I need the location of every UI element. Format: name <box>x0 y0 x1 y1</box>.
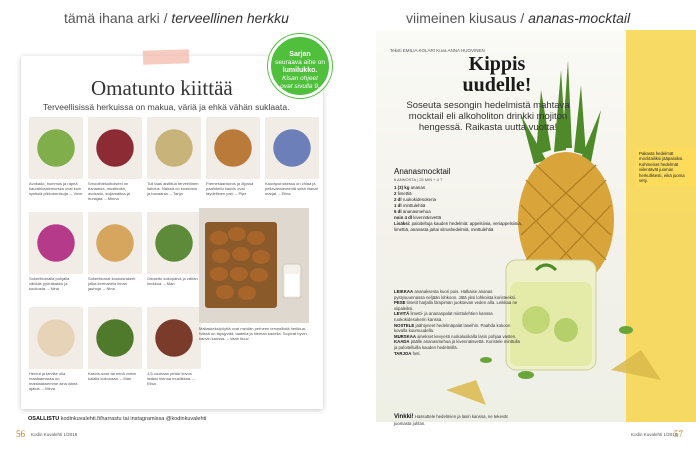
tile-caption: Odotettu kokopäivä ja vähän herkkua. – Mari <box>147 276 198 286</box>
ingredient-name: limettiä <box>397 191 412 196</box>
tile-caption: Parmesaaniseos ja öljyssä paahdettu kasvis ovat täydellinen pari. – Pipe <box>206 181 254 196</box>
step-text: limetit harjalla lämpimän juoksevan veden alla. Leikkaa ne viipaleiksi. <box>394 300 518 311</box>
tile-photo <box>88 212 142 274</box>
photo-tile <box>147 307 201 386</box>
method-step <box>394 311 522 322</box>
ingredient-name: ruokokidesokeria <box>402 197 437 202</box>
ingredient-name: kivennäisvettä <box>413 215 442 220</box>
method-step <box>394 323 522 334</box>
tile-photo <box>206 117 260 179</box>
right-page <box>348 0 696 450</box>
photo-tile <box>88 117 142 201</box>
tile-photo <box>147 117 201 179</box>
freeze-tip-box: Pakasta hedelmät mocktailiksi jääpaloiksi. Kohmeiset hedelmät viilentävät juoman herkullisesti, eikä juoma vety. <box>636 148 696 186</box>
card-title: Omatunto kiittää <box>91 76 233 100</box>
photo-tile <box>29 307 83 391</box>
method-step <box>394 289 522 300</box>
tile-caption: 1,5-vuotiaan pinkki leivos lisäksi hienoa mustikkaa. – Elisa <box>147 371 195 386</box>
ingredient-amount: 2 dl <box>394 197 402 202</box>
ingredient-amount: noin 4 dl <box>394 215 413 220</box>
ingredient-amount: 1 (3) kg <box>394 185 410 190</box>
section-heading-right <box>406 10 630 26</box>
step-verb: NOSTELE <box>394 322 415 328</box>
tile-photo <box>29 307 83 369</box>
section-heading-left <box>64 10 289 26</box>
tile-photo <box>147 212 201 274</box>
tile-photo <box>88 117 142 179</box>
method-step <box>394 351 522 357</box>
tip-paragraph <box>394 414 522 426</box>
page-number-left: 56 <box>16 429 25 439</box>
step-text: limetti- ja ananaspalat minttulehtien kanssa ruokokidesokerin kanssa. <box>394 311 493 322</box>
headline: Kippis uudelle! <box>462 53 532 96</box>
byline: Teksti EMILIA KOLARI Kuva ANNA HUOVINEN <box>390 48 485 53</box>
step-text: jäähtyneet hedelmäpalat laseihin. Paahda kokoon kovalla kuumuudella. <box>394 322 511 334</box>
ingredient-amount: 1 dl <box>394 203 402 208</box>
step-text: ananaksesta kuori pois. Halkaise ananas pystysuunnassa neljään lohkoon. Jätä yksi lohkoista koristeeksi. <box>394 289 517 300</box>
ingredient-name: minttulehtiä <box>402 203 426 208</box>
page-number-right: 57 <box>674 429 683 439</box>
badge-line-2: seuraava aihe on <box>275 59 325 66</box>
magazine-name-right: Kodin Kuvalehti 1/2018 <box>631 432 678 437</box>
section-kicker-right: viimeinen kiusaus / <box>406 10 525 26</box>
tile-photo <box>265 117 319 179</box>
magazine-name-left: Kodin Kuvalehti 1/2018 <box>31 432 78 437</box>
tile-photo <box>88 307 142 369</box>
section-title-right: ananas-mocktail <box>528 10 631 26</box>
section-title-left: terveellinen herkku <box>171 10 289 26</box>
method-step <box>394 300 522 311</box>
photo-tile <box>29 117 83 196</box>
badge-line-3: lumilukko. <box>282 67 318 74</box>
cookie-plate-image <box>199 208 309 323</box>
lead-paragraph: Soseuta sesongin hedelmistä mahtava mocktail eli alkoholiton drinkki mojiton hengessä. Raikasta uutta vuotta! <box>406 100 570 133</box>
photo-tile <box>147 212 201 286</box>
step-verb: LEIKKAA <box>394 289 414 294</box>
ingredient-name: paloiteltuja kauden hedelmiä: appelsiinia, veriappelsiinia, limettiä, ananasta ja/tai sitrushedelmiä, minttulehtiä <box>394 221 522 232</box>
badge-line-5: ovat sivulla 9. <box>280 83 320 90</box>
card-subtitle: Terveellisissä herkuissa on makua, väriä ja ehkä vähän suklaata. <box>43 102 290 112</box>
large-photo <box>199 208 309 323</box>
method-step <box>394 339 522 350</box>
photo-tile <box>147 117 201 196</box>
step-verb: LEVITÄ <box>394 311 410 317</box>
ingredient-item <box>394 221 522 233</box>
photo-tile <box>88 212 142 291</box>
step-text: heti. <box>412 350 421 356</box>
large-photo-caption: Mallaskeksipöyttä ovat meidän perheen terveellistä herkkua. Niissä on täysjyvää, taatelia ja hieman kanelia. Sopivat hyvin kahvin kanssa. – Vaan Ituuv <box>199 326 307 341</box>
recipe-meta: 6 ANNOSTA | 25 MIN + 4 T <box>394 177 443 182</box>
badge-line-4: Kisan ohjeet <box>282 75 318 82</box>
tile-caption: Kauraporoisessa on chiaa ja pellavansiementä sekä ihanat marjat. – Elina <box>265 181 318 196</box>
tile-caption: Avokado, hummus ja rapea kaurahiutalemurska ovat kuin syntisiä pikkuherkkuja. – Virve <box>29 181 83 196</box>
tile-photo <box>29 212 83 274</box>
tile-photo <box>29 117 83 179</box>
ingredient-name: ananas <box>410 185 426 190</box>
step-verb: TARJOA <box>394 350 412 356</box>
mocktail-photo <box>376 30 696 426</box>
photo-tile <box>88 307 142 381</box>
photo-tile <box>265 117 319 196</box>
ingredient-amount: Lisäksi: <box>394 221 411 226</box>
recipe-title: Ananasmocktail <box>394 167 451 176</box>
ingredient-amount: 2 <box>394 191 397 196</box>
tile-photo <box>147 307 201 369</box>
photo-tile <box>206 117 260 196</box>
step-text: ainekset kevyesti ruokalusikalla lasin pohjaa vasten. <box>417 333 517 339</box>
method-steps <box>394 289 522 356</box>
ingredient-list <box>394 185 522 233</box>
badge-line-1: Sarjan <box>289 51 311 58</box>
section-kicker-left: tämä ihana arki / <box>64 10 168 26</box>
participate-footer <box>28 416 206 422</box>
participate-label: OSALLISTU <box>28 416 60 422</box>
ingredient-name: ananasmehua <box>402 209 431 214</box>
step-verb: KAADA <box>394 339 410 345</box>
participate-text: kodinkuvalehti.fi/harrastu tai instagramissa @kodinkuvalehti <box>60 416 207 422</box>
tile-caption: Tuli taas aistittua terveellinen ilahdus. Näissä on kookosta ja banaania. – Tanja <box>147 181 199 196</box>
tile-caption: Smoothiekulhoiseni on banaania, mustikoita, avokado, soijamaitoa ja hunajaa. – Minna <box>88 181 130 201</box>
step-text: päälle ananasmehua ja kivennäisvettä. Koristele minttulla ja paloitelluilla kauden hedelmillä. <box>394 339 520 350</box>
tile-caption: Sokerittomat kookosrakeet jotka kermahela ilman jauhoja. – Nina <box>88 276 136 291</box>
photo-tile <box>29 212 83 291</box>
tip-text: Hassuttele hedelmien ja lasin kanssa, ne tekevät juomasta juhlan. <box>394 414 508 426</box>
tile-caption: Kasvis-sose tai minä voisin kalalla kokonaan. – Mari <box>88 371 137 381</box>
tile-caption: Sokerittomalla pohjalla värikäs pyöräkakku ja kookosta. – Nina <box>29 276 70 291</box>
tile-caption: Herkut ja tarvike olla maalaamassa on maistaaksemme aina oikea ajatus. – Mirva <box>29 371 78 391</box>
next-topic-badge <box>268 34 332 98</box>
step-verb: PESE <box>394 300 406 306</box>
tip-label: Vinkki! <box>394 414 414 420</box>
tape-strip <box>143 49 189 65</box>
step-verb: MURSKAA <box>394 333 416 339</box>
feature-card <box>21 56 323 409</box>
ingredient-amount: 6 dl <box>394 209 402 214</box>
